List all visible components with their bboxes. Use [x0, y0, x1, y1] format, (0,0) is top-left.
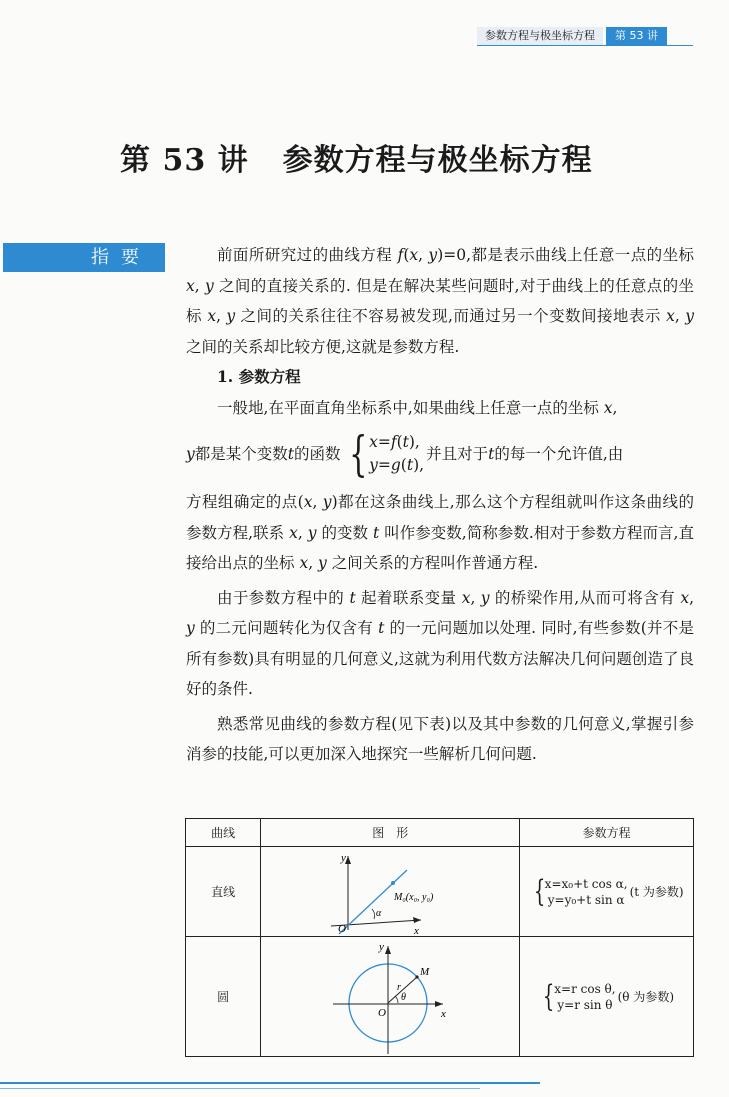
circle-figure — [261, 938, 519, 1056]
x-label: x — [414, 924, 420, 936]
header-param: 参数方程 — [520, 819, 694, 847]
footer-rule — [0, 1082, 540, 1084]
param-eq-x: x=r cos θ, — [554, 981, 616, 996]
y-label: y — [341, 851, 347, 864]
x-label: x — [441, 1007, 447, 1020]
equation-x: x=f(t), — [369, 433, 420, 451]
point-m — [416, 975, 419, 978]
r-label: r — [397, 981, 402, 993]
footer-rule-thin — [0, 1088, 480, 1089]
point-m0 — [391, 881, 395, 885]
y-arrow — [385, 946, 391, 954]
paragraph-3: 由于参数方程中的 t 起着联系变量 x, y 的桥梁作用,从而可将含有 x, y 的二元问题转化为仅含有 t 的一元问题加以处理. 同时,有些参数(并不是所有参数)具有明显的几何意义,这就为利用代数方法解决几何问题创造了良好的条件. — [186, 588, 694, 698]
header-curve: 曲线 — [186, 819, 261, 847]
table-row-line — [186, 847, 694, 937]
curves-table — [185, 818, 694, 1057]
line-figure — [261, 848, 519, 936]
paragraph-2b: y 都是某个变数 t 的函数 { x=f(t), y=g(t), 并且对于 t 的每一个允许值,由 — [186, 426, 624, 482]
m0-label: M₀(x₀, y₀) — [394, 891, 434, 903]
running-header — [477, 27, 667, 45]
header-rule — [477, 45, 693, 46]
alpha-label: α — [376, 907, 382, 919]
lecture-number: 第 53 讲 — [120, 143, 249, 178]
equation-y: y=g(t), — [369, 456, 425, 474]
table-row-circle — [186, 937, 694, 1057]
header-figure: 图 形 — [261, 819, 520, 847]
y-arrow — [345, 856, 351, 864]
param-eq-y: y=r sin θ — [557, 997, 613, 1012]
header-lecture-number: 第 53 讲 — [606, 27, 667, 45]
theta-label: θ — [401, 991, 407, 1003]
figure-cell — [261, 937, 520, 1057]
angle-arc — [372, 909, 375, 919]
section-heading-parametric: 1. 参数方程 — [217, 367, 301, 386]
param-cell: { x=x₀+t cos α, y=y₀+t sin α (t 为参数) — [520, 847, 694, 937]
page-title — [120, 135, 593, 179]
curve-name: 直线 — [186, 847, 261, 937]
paragraph-2c: 方程组确定的点(x, y)都在这条曲线上,那么这个方程组就叫作这条曲线的参数方程,联系 x, y 的变数 t 叫作参变数,简称参数.相对于参数方程而言,直接给出点的坐标 x, y 之间关系的方程叫作普通方程. — [186, 493, 695, 572]
body-text — [186, 240, 694, 770]
param-eq-y: y=y₀+t sin α — [547, 892, 625, 907]
figure-cell — [261, 847, 520, 937]
param-note: (θ 为参数) — [617, 990, 675, 1004]
left-brace: { — [348, 426, 367, 482]
origin-label: O — [338, 922, 347, 935]
x-arrow — [435, 1001, 443, 1007]
section-badge: 指要 — [3, 243, 165, 272]
param-eq-x: x=x₀+t cos α, — [544, 876, 628, 891]
paragraph-2a: 一般地,在平面直角坐标系中,如果曲线上任意一点的坐标 x, — [217, 398, 618, 417]
table-header-row — [186, 819, 694, 847]
curve-name: 圆 — [186, 937, 261, 1057]
x-arrow — [413, 917, 421, 923]
lecture-title: 参数方程与极坐标方程 — [282, 143, 593, 178]
header-chapter-title: 参数方程与极坐标方程 — [477, 27, 603, 45]
theta-arc — [395, 996, 398, 1003]
y-label: y — [379, 940, 385, 953]
equation-system — [343, 426, 425, 482]
param-note: (t 为参数) — [629, 885, 684, 899]
m-label: M — [420, 965, 430, 978]
param-cell: { x=r cos θ, y=r sin θ (θ 为参数) — [520, 937, 694, 1057]
paragraph-4: 熟悉常见曲线的参数方程(见下表)以及其中参数的几何意义,掌握引参消参的技能,可以更加深入地探究一些解析几何问题. — [186, 714, 694, 763]
paragraph-1: 前面所研究过的曲线方程 f(x, y)=0,都是表示曲线上任意一点的坐标 x, y 之间的直接关系的. 但是在解决某些问题时,对于曲线上的任意点的坐标 x, y 之间的关系往往不容易被发现,而通过另一个变数间接地表示 x, y 之间的关系却比较方便,这就是参数方程. — [186, 246, 694, 356]
origin-label: O — [378, 1006, 387, 1019]
